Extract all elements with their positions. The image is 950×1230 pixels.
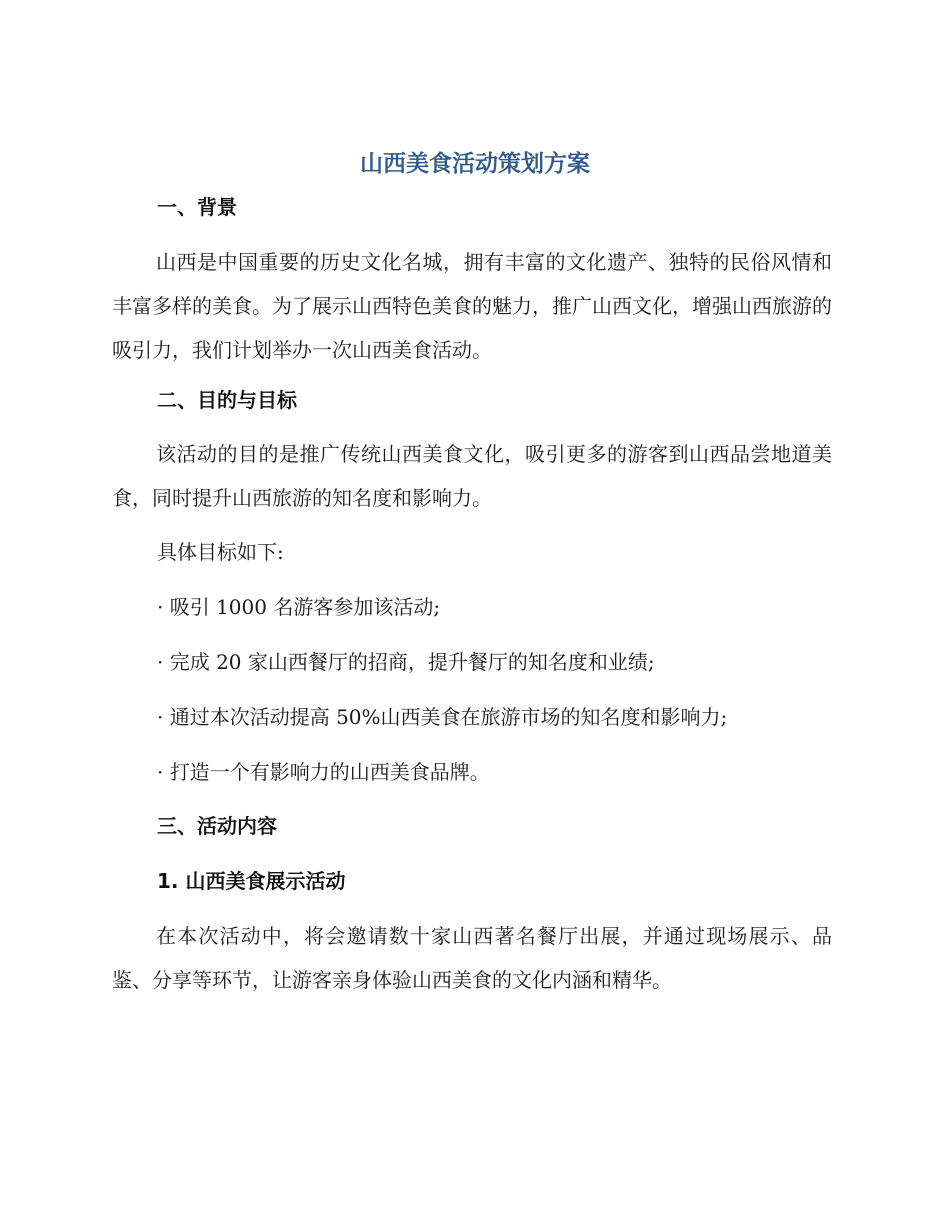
- goal-item: · 通过本次活动提高 50%山西美食在旅游市场的知名度和影响力;: [157, 705, 728, 729]
- document-title: 山西美食活动策划方案: [360, 151, 590, 177]
- goal-item: · 完成 20 家山西餐厅的招商，提升餐厅的知名度和业绩;: [157, 650, 655, 674]
- goals-paragraph: 该活动的目的是推广传统山西美食文化，吸引更多的游客到山西品尝地道美食，同时提升山西旅游的知名度和影响力。: [112, 442, 832, 510]
- section-heading-content: 三、活动内容: [157, 814, 277, 838]
- subsection-heading-showcase: 1. 山西美食展示活动: [157, 869, 346, 893]
- section-heading-background: 一、背景: [157, 195, 237, 219]
- goal-item: · 打造一个有影响力的山西美食品牌。: [157, 760, 490, 784]
- background-paragraph: 山西是中国重要的历史文化名城，拥有丰富的文化遗产、独特的民俗风情和丰富多样的美食。为了展示山西特色美食的魅力，推广山西文化，增强山西旅游的吸引力，我们计划举办一次山西美食活动。: [112, 250, 832, 362]
- showcase-paragraph: 在本次活动中，将会邀请数十家山西著名餐厅出展，并通过现场展示、品鉴、分享等环节，让游客亲身体验山西美食的文化内涵和精华。: [112, 924, 832, 992]
- goals-intro: 具体目标如下:: [157, 540, 284, 564]
- goal-item: · 吸引 1000 名游客参加该活动;: [157, 595, 441, 619]
- section-heading-goals: 二、目的与目标: [157, 388, 297, 412]
